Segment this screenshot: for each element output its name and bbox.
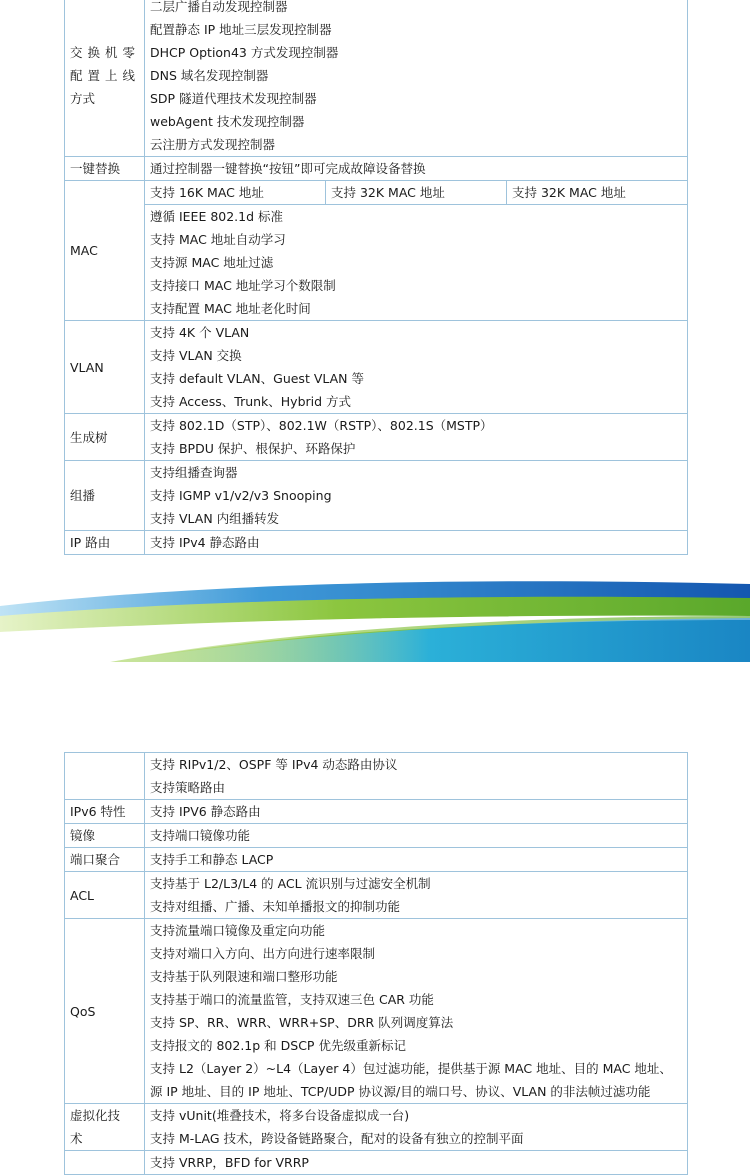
detail-line: 支持基于端口的流量监管，支持双速三色 CAR 功能	[150, 992, 434, 1007]
detail-line: 支持 IGMP v1/v2/v3 Snooping	[150, 488, 332, 503]
detail-line: 二层广播自动发现控制器	[150, 0, 288, 14]
detail-cell	[145, 800, 688, 824]
category-label: 镜像	[70, 828, 96, 843]
category-label: 生成树	[70, 429, 108, 445]
mac-capacity-32k: 支持 32K MAC 地址	[331, 185, 445, 200]
detail-line: 支持 802.1D（STP）、802.1W（RSTP）、802.1S（MSTP）	[150, 418, 493, 433]
category-label	[70, 1151, 144, 1174]
category-label	[70, 765, 144, 788]
category-cell	[65, 872, 145, 919]
detail-line: 支持 IPv4 静态路由	[150, 535, 260, 550]
detail-cell	[145, 919, 688, 1104]
detail-line: 支持端口镜像功能	[150, 828, 251, 843]
category-cell	[65, 753, 145, 800]
category-label: 端口聚合	[70, 852, 121, 867]
category-cell	[65, 157, 145, 181]
table-row	[65, 1151, 688, 1175]
detail-cell	[145, 531, 688, 555]
category-cell	[65, 800, 145, 824]
detail-cell	[145, 1104, 688, 1151]
detail-line: SDP 隧道代理技术发现控制器	[150, 91, 317, 106]
detail-line: 支持 vUnit(堆叠技术，将多台设备虚拟成一台)	[150, 1108, 410, 1123]
detail-line: 支持 default VLAN、Guest VLAN 等	[150, 371, 364, 386]
category-label: 一键替换	[70, 161, 121, 176]
table-row	[65, 205, 688, 321]
detail-line: 支持流量端口镜像及重定向功能	[150, 923, 326, 938]
detail-line: 支持配置 MAC 地址老化时间	[150, 301, 311, 316]
detail-line: 遵循 IEEE 802.1d 标准	[150, 209, 284, 224]
detail-line: webAgent 技术发现控制器	[150, 114, 305, 129]
mac-capacity-16k: 支持 16K MAC 地址	[150, 185, 264, 200]
mac-model-cell	[326, 181, 507, 205]
category-cell	[65, 321, 145, 414]
category-label: 组播	[70, 488, 96, 503]
detail-line: 支持接口 MAC 地址学习个数限制	[150, 278, 336, 293]
mac-model-cell	[507, 181, 688, 205]
table-row	[65, 753, 688, 800]
category-label: ACL	[70, 887, 95, 903]
category-label: IP 路由	[70, 535, 111, 550]
category-cell	[65, 1104, 145, 1151]
detail-line: 支持 4K 个 VLAN	[150, 325, 250, 340]
detail-line: 支持手工和静态 LACP	[150, 852, 274, 867]
detail-cell	[145, 321, 688, 414]
category-label: 配置上线	[70, 68, 141, 83]
detail-line: 支持 VLAN 交换	[150, 348, 242, 363]
table-row	[65, 919, 688, 1104]
table-row	[65, 1104, 688, 1151]
category-cell	[65, 531, 145, 555]
category-label: MAC	[70, 243, 98, 258]
detail-line: 配置静态 IP 地址三层发现控制器	[150, 22, 332, 37]
detail-line: 支持 IPV6 静态路由	[150, 804, 261, 819]
decorative-swoosh-band	[0, 576, 750, 662]
detail-line: 支持 BPDU 保护、根保护、环路保护	[150, 441, 356, 456]
spec-table-top	[64, 0, 688, 555]
swoosh-graphic	[0, 576, 750, 662]
detail-cell	[145, 157, 688, 181]
detail-cell	[145, 461, 688, 531]
table-row	[65, 321, 688, 414]
category-label: 方式	[70, 91, 96, 106]
category-label: QoS	[70, 1003, 96, 1019]
detail-line: DHCP Option43 方式发现控制器	[150, 45, 339, 60]
category-label: 交换机零	[70, 45, 141, 60]
detail-cell	[145, 0, 688, 157]
detail-cell	[145, 848, 688, 872]
detail-cell	[145, 1151, 688, 1175]
detail-line: 支持 RIPv1/2、OSPF 等 IPv4 动态路由协议	[150, 757, 398, 772]
table-row	[65, 531, 688, 555]
detail-cell	[145, 872, 688, 919]
detail-line: 通过控制器一键替换“按钮”即可完成故障设备替换	[150, 161, 426, 176]
category-cell	[65, 461, 145, 531]
detail-cell	[145, 753, 688, 800]
category-label: IPv6 特性	[70, 804, 126, 819]
table-row	[65, 181, 688, 205]
detail-line: 支持对组播、广播、未知单播报文的抑制功能	[150, 899, 401, 914]
category-cell	[65, 848, 145, 872]
detail-line: 支持组播查询器	[150, 465, 238, 480]
detail-line: 支持 L2（Layer 2）~L4（Layer 4）包过滤功能，提供基于源 MAC 地址、目的 MAC 地址、	[150, 1061, 672, 1076]
mac-capacity-32k: 支持 32K MAC 地址	[512, 185, 626, 200]
detail-line: 支持 VRRP，BFD for VRRP	[150, 1155, 309, 1170]
detail-line: 源 IP 地址、目的 IP 地址、TCP/UDP 协议源/目的端口号、协议、VLAN 的非法帧过滤功能	[150, 1084, 651, 1099]
table-row	[65, 157, 688, 181]
category-cell	[65, 181, 145, 321]
category-cell	[65, 824, 145, 848]
category-cell	[65, 0, 145, 157]
detail-cell	[145, 205, 688, 321]
detail-line: DNS 域名发现控制器	[150, 68, 269, 83]
detail-cell	[145, 824, 688, 848]
detail-line: 支持基于 L2/L3/L4 的 ACL 流识别与过滤安全机制	[150, 876, 431, 891]
detail-line: 云注册方式发现控制器	[150, 137, 276, 152]
table-row	[65, 872, 688, 919]
category-label: 虚拟化技	[70, 1108, 121, 1123]
table-row	[65, 461, 688, 531]
detail-cell	[145, 414, 688, 461]
table-row	[65, 848, 688, 872]
detail-line: 支持 VLAN 内组播转发	[150, 511, 280, 526]
mac-model-cell	[145, 181, 326, 205]
detail-line: 支持基于队列限速和端口整形功能	[150, 969, 338, 984]
category-cell	[65, 919, 145, 1104]
detail-line: 支持 Access、Trunk、Hybrid 方式	[150, 394, 352, 409]
table-row	[65, 800, 688, 824]
category-cell	[65, 1151, 145, 1175]
table-row	[65, 414, 688, 461]
detail-line: 支持对端口入方向、出方向进行速率限制	[150, 946, 376, 961]
table-row	[65, 824, 688, 848]
category-label: 术	[70, 1131, 83, 1146]
detail-line: 支持 MAC 地址自动学习	[150, 232, 286, 247]
category-cell	[65, 414, 145, 461]
category-label: VLAN	[70, 359, 104, 375]
detail-line: 支持源 MAC 地址过滤	[150, 255, 274, 270]
spec-table-bottom	[64, 752, 688, 1175]
detail-line: 支持 M-LAG 技术，跨设备链路聚合，配对的设备有独立的控制平面	[150, 1131, 524, 1146]
detail-line: 支持报文的 802.1p 和 DSCP 优先级重新标记	[150, 1038, 406, 1053]
table-row	[65, 0, 688, 157]
detail-line: 支持策略路由	[150, 780, 226, 795]
detail-line: 支持 SP、RR、WRR、WRR+SP、DRR 队列调度算法	[150, 1015, 454, 1030]
